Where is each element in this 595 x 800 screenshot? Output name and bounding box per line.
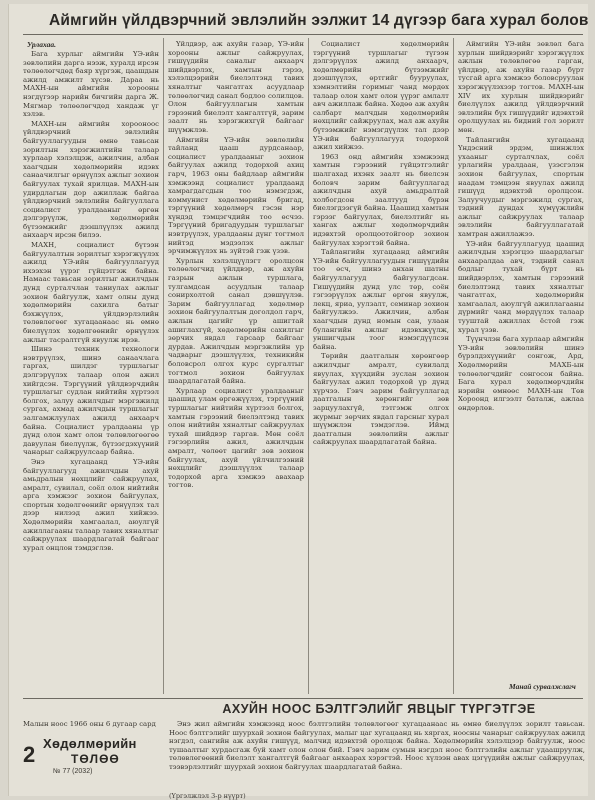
paragraph: Шинэ техник технологи нэвтрүүлэх, шинэ санаачлага гаргах, шилдэг туршлагыг дэлгэрүүлэх талаар олон ажил хийгдсэн. Тэргүүний үйлдвэрчдийн туршлагыг судлан нийтийн хүртээл болгох, залуу ажилчдыг мэргэжилд сургах, ахмад ажилчдын туршлагыг залгамжлуулах ажилд анхаарч байна. Социалист уралдааны үр дүнд олон хамт олон төлөвлөгөөгөө давуулан биелүүлж, бүтээгдэхүүний чанарыг сайжруулсаар байна. [23,345,159,457]
paragraph: Түүнчлэн бага хурлаар аймгийн ҮЭ-ийн зөвлөлийн шинэ бүрэлдэхүүнийг сонгож, Ард, Хөдөлмөрийн МАХБ-ын төлөөлөгчдийг сонгосон байна. Бага хурал хөдөлмөрчдийн нэрийн өмнөөс МАХН-ын Төв Хороонд илгээлт баталж, ажлаа өндөрлөв. [458,335,584,412]
headline-rule [23,34,583,35]
section-rule [23,698,583,699]
article-column-1 [23,50,159,694]
page-headline: Аймгийн үйлдвэрчний эвлэлийн ээлжит 14 дүгээр бага хурал болов [49,12,589,29]
masthead [23,734,163,784]
issue-number: № 77 (2032) [53,768,93,775]
newspaper-page [8,4,589,800]
paragraph: Бага хурлыг аймгийн ҮЭ-ийн зөвлөлийн дарга нээж, хуралд ирсэн төлөөлөгчдөд баяр хүргэж, цаашдын ажилд амжилт хүсэв. Дараа нь МАХН-ын аймгийн хорооны нэгдүгээр нарийн бичгийн дарга Ж. Мягмар төлөөлөгчдөд хандаж үг хэлэв. [23,50,159,119]
paragraph: Хурлын хэлэлцүүлэгт оролцсон төлөөлөгчид үйлдвэр, аж ахуйн газрын ажлын туршлага, тулгамдсан асуудлын талаар сонирхолтой санал дэвшүүлэв. Зарим байгууллагад хөдөлмөр зохион байгуулалтын доголдол гарч, ажлын цагийг үр ашигтай ашиглахгүй, хөдөлмөрийн сахилгыг зөрчих явдал гарсаар байгааг дурдав. Ажилчдын мэргэжлийн ур чадварыг дээшлүүлэх, техникийн боловсрол олгох курс сургалтыг тогтмол зохион байгуулах шаардлагатай байна. [168,256,304,386]
column1-byline: Урлахаа. [27,40,57,49]
paragraph: Аймгийн ҮЭ-ийн зөвлөл бага хурлын шийдвэрийг хэрэгжүүлэх ажлын төлөвлөгөө гарган, үйлдвэр, аж ахуйн газар бүрт тусгай арга хэмжээ боловсруулан хэрэгжүүлэхээр тогтов. МАХН-ын XIV их хурлын шийдвэрийг биелүүлэх ажилд үйлдвэрчний эвлэлийн бүх гишүүдийг идэвхтэй оролцуулах нь бидний гол зорилт мөн. [458,40,584,134]
paragraph: Тайлангийн хугацаанд Үндэсний эрдэм, шинжлэх ухааныг сурталчлах, соёл урлагийн уралдаан, үзэсгэлэн зохион байгуулах, спортын наадам тэмцээн явуулах ажилд гишүүд идэвхтэй оролцсон. Залуучуудыг мэргэжилд сургах, тэдний дундах хүмүүжлийн ажлыг сайжруулах талаар эвлэлийн байгууллагатай хамтран ажиллажээ. [458,135,584,239]
paragraph: Энэ хугацаанд ҮЭ-ийн байгууллагууд ажилчдын ахуй амьдралын нөхцлийг сайжруулах, амралт, сувилал, соёл олон нийтийн арга хэмжээг зохион байгуулах, спортын хөдөлгөөнийг өрнүүлэх тал дээр нилээд ажил хийжээ. Хөдөлмөрийн хамгаалал, аюулгүй ажиллагааны талаар тавих хяналтыг сайжруулах шаардлагатай байгааг хурал онцлон тэмдэглэв. [23,457,159,552]
paragraph: 1963 онд аймгийн хэмжээнд хамтын гэрээний гүйцэтгэлийг шалгахад ихэнх заалт нь биелсэн боловч зарим байгууллагад ажилчдын ахуй амьдралтай холбогдсон заалтууд бүрэн биелэгдээгүй байна. Цаашид хамтын гэрээг байгуулах, биелэлтийг нь хангах ажлыг хөдөлмөрчдийн идэвхтэй оролцоотойгоор зохион байгуулах хэрэгтэй байна. [313,152,449,247]
bottom-article-headline: АХУЙН НООС БЭЛТГЭЛИЙГ ЯВЦЫГ ТҮРГЭТГЭЕ [222,702,536,716]
paragraph: МАХН, социалист бүтээн байгуулалтын зорилтыг хэрэгжүүлэх ажилд ҮЭ-ийн байгууллагууд ихээхэн үүрэг гүйцэтгэж байна. Намаас тавьсан зорилтыг ажилчдын дунд сурталчлан таниулах ажлыг зохион байгуулж, хамт олны дунд хөдөлмөрийн сахилга батыг бэхжүүлэх, үйлдвэрлэлийн төлөвлөгөөг хугацаанаас нь өмнө биелүүлэх хөдөлгөөнийг өрнүүлэх ажлыг тасралтгүй явуулж ирэв. [23,241,159,344]
date-note: Малын ноос 1966 оны 6 дугаар сард [23,720,156,728]
page-number: 2 [23,742,36,767]
continued-note: (Үргэлжлэл 3-р нүүрт) [169,792,246,800]
paragraph: Төрийн даатгалын хөрөнгөөр ажилчдыг амралт, сувилалд явуулах, хүүхдийн зуслан зохион байгуулах ажил тодорхой үр дүнд хүрчээ. Гэвч зарим байгууллагад даатгалын хөрөнгийг зөв зарцуулахгүй, тэтгэмж олгох журмыг зөрчих явдал гарсныг хурал шүүмжлэн тэмдэглэв. Иймд даатгалын зөвлөлийн ажлыг сайжруулах шаардлагатай байна. [313,352,449,447]
newspaper-name-line2: ТӨЛӨӨ [71,752,120,766]
column-divider [308,38,309,694]
paragraph: Хурлаар социалист уралдааныг цаашид улам өргөжүүлэх, тэргүүний туршлагыг нийтийн хүртээл болгох, хамтын гэрээний биелэлтэнд тавих олон нийтийн хяналтыг сайжруулах тухай шийдвэр гаргав. Мөн соёл гэгээрлийн ажил, ажилчдын амралт, чөлөөт цагийг зөв зохион байгуулах, ахуй үйлчилгээний нөхцлийг дээшлүүлэх талаар тодорхой арга хэмжээ авахаар тогтов. [168,386,304,490]
paragraph: Аймгийн ҮЭ-ийн зөвлөлийн тайланд цааш дурдсанаар, социалист уралдааныг зохион байгуулах ажилд тодорхой ахиц гарч, 1963 оны байдлаар аймгийн хэмжээнд социалист уралдаанд хамрагдагсдын тоо нэмэгдэж, коммунист хөдөлмөрийн бригад, тэргүүний хөдөлмөрч гэсэн нэр хүндэд тэмцэгчдийн тоо өсчээ. Тэргүүний бригадуудын туршлагыг нэвтрүүлэх, уралдааны дүнг тогтмол нийтэд мэдээлэх ажлыг эрчимжүүлэх нь зүйтэй гэж үзэв. [168,135,304,256]
paragraph: Социалист хөдөлмөрийн тэргүүний туршлагыг түгээн дэлгэрүүлэх ажилд анхаарч, хөдөлмөрийн бүтээмжийг дээшлүүлэх, өртгийг бууруулах, хэмнэлтийн горимыг чанд мөрдөх талаар олон хамт олон үүрэг амлалт авч ажиллаж байна. Хөдөө аж ахуйн салбарт малчдын хөдөлмөрийн нөхцлийг сайжруулах, мал аж ахуйн бүтээмжийг нэмэгдүүлэх тал дээр ҮЭ-ийн байгууллагууд тодорхой ажил хийжээ. [313,40,449,152]
paragraph: Тайлангийн хугацаанд аймгийн ҮЭ-ийн байгууллагуудын гишүүдийн тоо өсч, шинэ анхан шатны байгууллагууд байгуулагдсан. Гишүүдийн дунд улс төр, соён гэгээрүүлэх ажлыг өргөн явуулж, лекц, яриа, уулзалт, семинар зохион байгуулжээ. Ажилчин, албан хаагчдын дунд номын сан, улаан булангийн ажлыг идэвхжүүлж, уншигчдын тоог нэмэгдүүлсэн байна. [313,248,449,351]
bottom-article-text: Энэ жил аймгийн хэмжээнд ноос бэлтгэлийн төлөвлөгөөг хугацаанаас нь өмнө биелүүлэх зорилт тавьсан. Ноос бэлтгэлийг шуурхай зохион байгуулах, малыг цаг хугацаанд нь хяргах, ноосны чанарыг сайжруулах ажилд нэгдэл, сангийн аж ахуйн гишүүд, малчид идэвхтэй оролцож байна. Хөдөлмөрийн хэлэлцээр байгуулж, ноос тушаалтыг хурдасгаж буй хамт олон олон бий. Гэвч зарим сумын нэгдэл ноос бэлтгэлийн ажлыг удаашруулж, төлөвлөгөөний биелэлт хангалтгүй байгааг анхаарах хэрэгтэй. Ноос хүлээн авах цэгүүдийн ажлыг сайжруулах, тээвэрлэлтийг шуурхай зохион байгуулах шаардлагатай байна. [169,720,585,771]
article-column-2 [168,40,304,694]
article-column-4 [458,40,584,678]
paragraph: МАХН-ын аймгийн хорооноос үйлдвэрчний эвлэлийн байгууллагуудын өмнө тавьсан зорилтын хэрэгжилтийн талаар хурлаар хэлэлцэж, ажилчин, албан хаагчдын хөдөлмөрийн идэвх санаачилгыг өрнүүлэх ажлыг зохион байгуулах тухай ярилцав. МАХН-ын удирдлагын дор ажиллаж байгаа үйлдвэрчний эвлэлийн байгууллага социалист уралдааныг өргөн дэлгэрүүлж, хөдөлмөрийн бүтээмжийг дээшлүүлэх ажилд анхаарч ирсэн билээ. [23,119,159,240]
column-divider [453,38,454,694]
newspaper-name-line1: Хөдөлмөрийн [43,736,137,751]
column-divider [163,38,164,694]
paragraph: Үйлдвэр, аж ахуйн газар, ҮЭ-ийн хорооны ажлыг сайжруулах, гишүүдийн саналыг анхаарч шийдвэрлэх, хамтын гэрээ, хэлэлцээрийн биелэлтэнд тавих хяналтыг чангатгах асуудлаар төлөөлөгчид санал бодлоо солилцов. Олон байгууллагын хамтын гэрээний биелэлт хангалтгүй, зарим заалт нь хэрэгжихгүй байгааг шүүмжлэв. [168,40,304,134]
paragraph: ҮЭ-ийн байгууллагууд цаашид ажилчдын хэрэгцээ шаардлагыг анхааралдаа авч, тэдний санал бодлыг тухай бүрт нь шийдвэрлэх, хамтын гэрээний биелэлтэнд тавих хяналтыг чангатгах, хөдөлмөрийн хамгаалал, аюулгүй ажиллагааны дүрмийг чанд мөрдүүлэх талаар тууштай ажиллах ёстой гэж хурал үзэв. [458,239,584,334]
article-column-3 [313,40,449,694]
column4-byline: Манай сурвалжлагч [509,682,576,691]
